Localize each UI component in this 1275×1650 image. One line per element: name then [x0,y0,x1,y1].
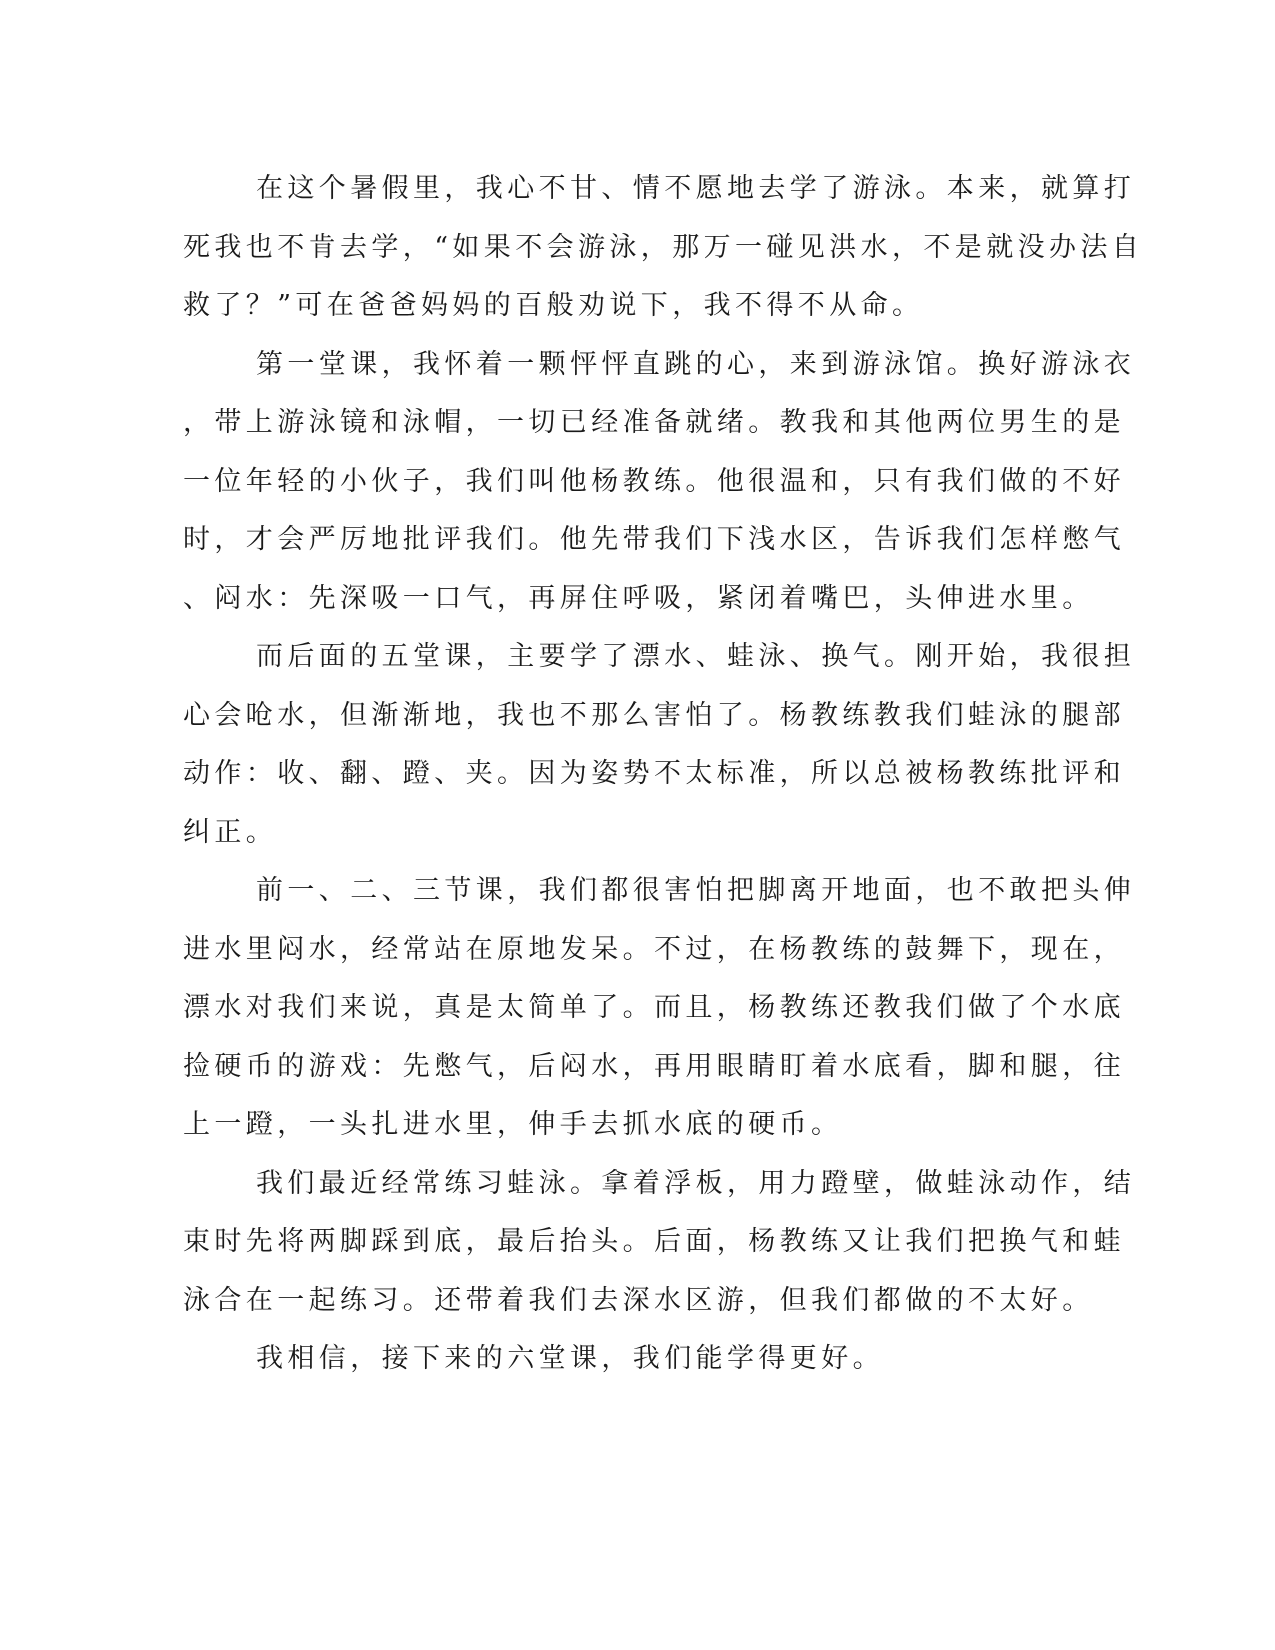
text-line: 束时先将两脚踩到底，最后抬头。后面，杨教练又让我们把换气和蛙 [183,1226,1125,1257]
text-line: 死我也不肯去学，“如果不会游泳，那万一碰见洪水，不是就没办法自 [183,231,1144,263]
text-line: 漂水对我们来说，真是太简单了。而且，杨教练还教我们做了个水底 [183,992,1125,1023]
paragraph-5 [183,1155,1136,1331]
text-line: 第一堂课，我怀着一颗怦怦直跳的心，来到游泳馆。换好游泳衣 [256,348,1136,380]
text-line: 心会呛水，但渐渐地，我也不那么害怕了。杨教练教我们蛙泳的腿部 [183,699,1125,731]
text-line: 一位年轻的小伙子，我们叫他杨教练。他很温和，只有我们做的不好 [183,465,1125,497]
paragraph-6 [183,1330,1063,1389]
text-line: 纠正。 [183,816,278,848]
paragraph-1 [183,160,1144,336]
text-line: 上一蹬，一头扎进水里，伸手去抓水底的硬币。 [183,1109,843,1140]
paragraph-4 [183,862,1136,1155]
text-line: 在这个暑假里，我心不甘、情不愿地去学了游泳。本来，就算打 [256,173,1136,204]
text-line: 我相信，接下来的六堂课，我们能学得更好。 [256,1343,884,1374]
text-line: ，带上游泳镜和泳帽，一切已经准备就绪。教我和其他两位男生的是 [183,407,1125,438]
paragraph-3 [183,628,1136,862]
text-line: 进水里闷水，经常站在原地发呆。不过，在杨教练的鼓舞下，现在， [183,933,1125,965]
document-body [183,160,1144,1389]
text-line: 时，才会严厉地批评我们。他先带我们下浅水区，告诉我们怎样憋气 [183,524,1125,555]
paragraph-2 [183,336,1136,629]
text-line: 前一、二、三节课，我们都很害怕把脚离开地面，也不敢把头伸 [256,875,1136,906]
text-line: 救了？”可在爸爸妈妈的百般劝说下，我不得不从命。 [183,290,924,321]
text-line: 我们最近经常练习蛙泳。拿着浮板，用力蹬壁，做蛙泳动作，结 [256,1167,1136,1199]
text-line: 泳合在一起练习。还带着我们去深水区游，但我们都做的不太好。 [183,1284,1094,1316]
text-line: 捡硬币的游戏：先憋气，后闷水，再用眼睛盯着水底看，脚和腿，往 [183,1050,1125,1082]
text-line: 动作：收、翻、蹬、夹。因为姿势不太标准，所以总被杨教练批评和 [183,758,1125,789]
text-line: 而后面的五堂课，主要学了漂水、蛙泳、换气。刚开始，我很担 [256,641,1136,672]
text-line: 、闷水：先深吸一口气，再屏住呼吸，紧闭着嘴巴，头伸进水里。 [183,582,1094,614]
